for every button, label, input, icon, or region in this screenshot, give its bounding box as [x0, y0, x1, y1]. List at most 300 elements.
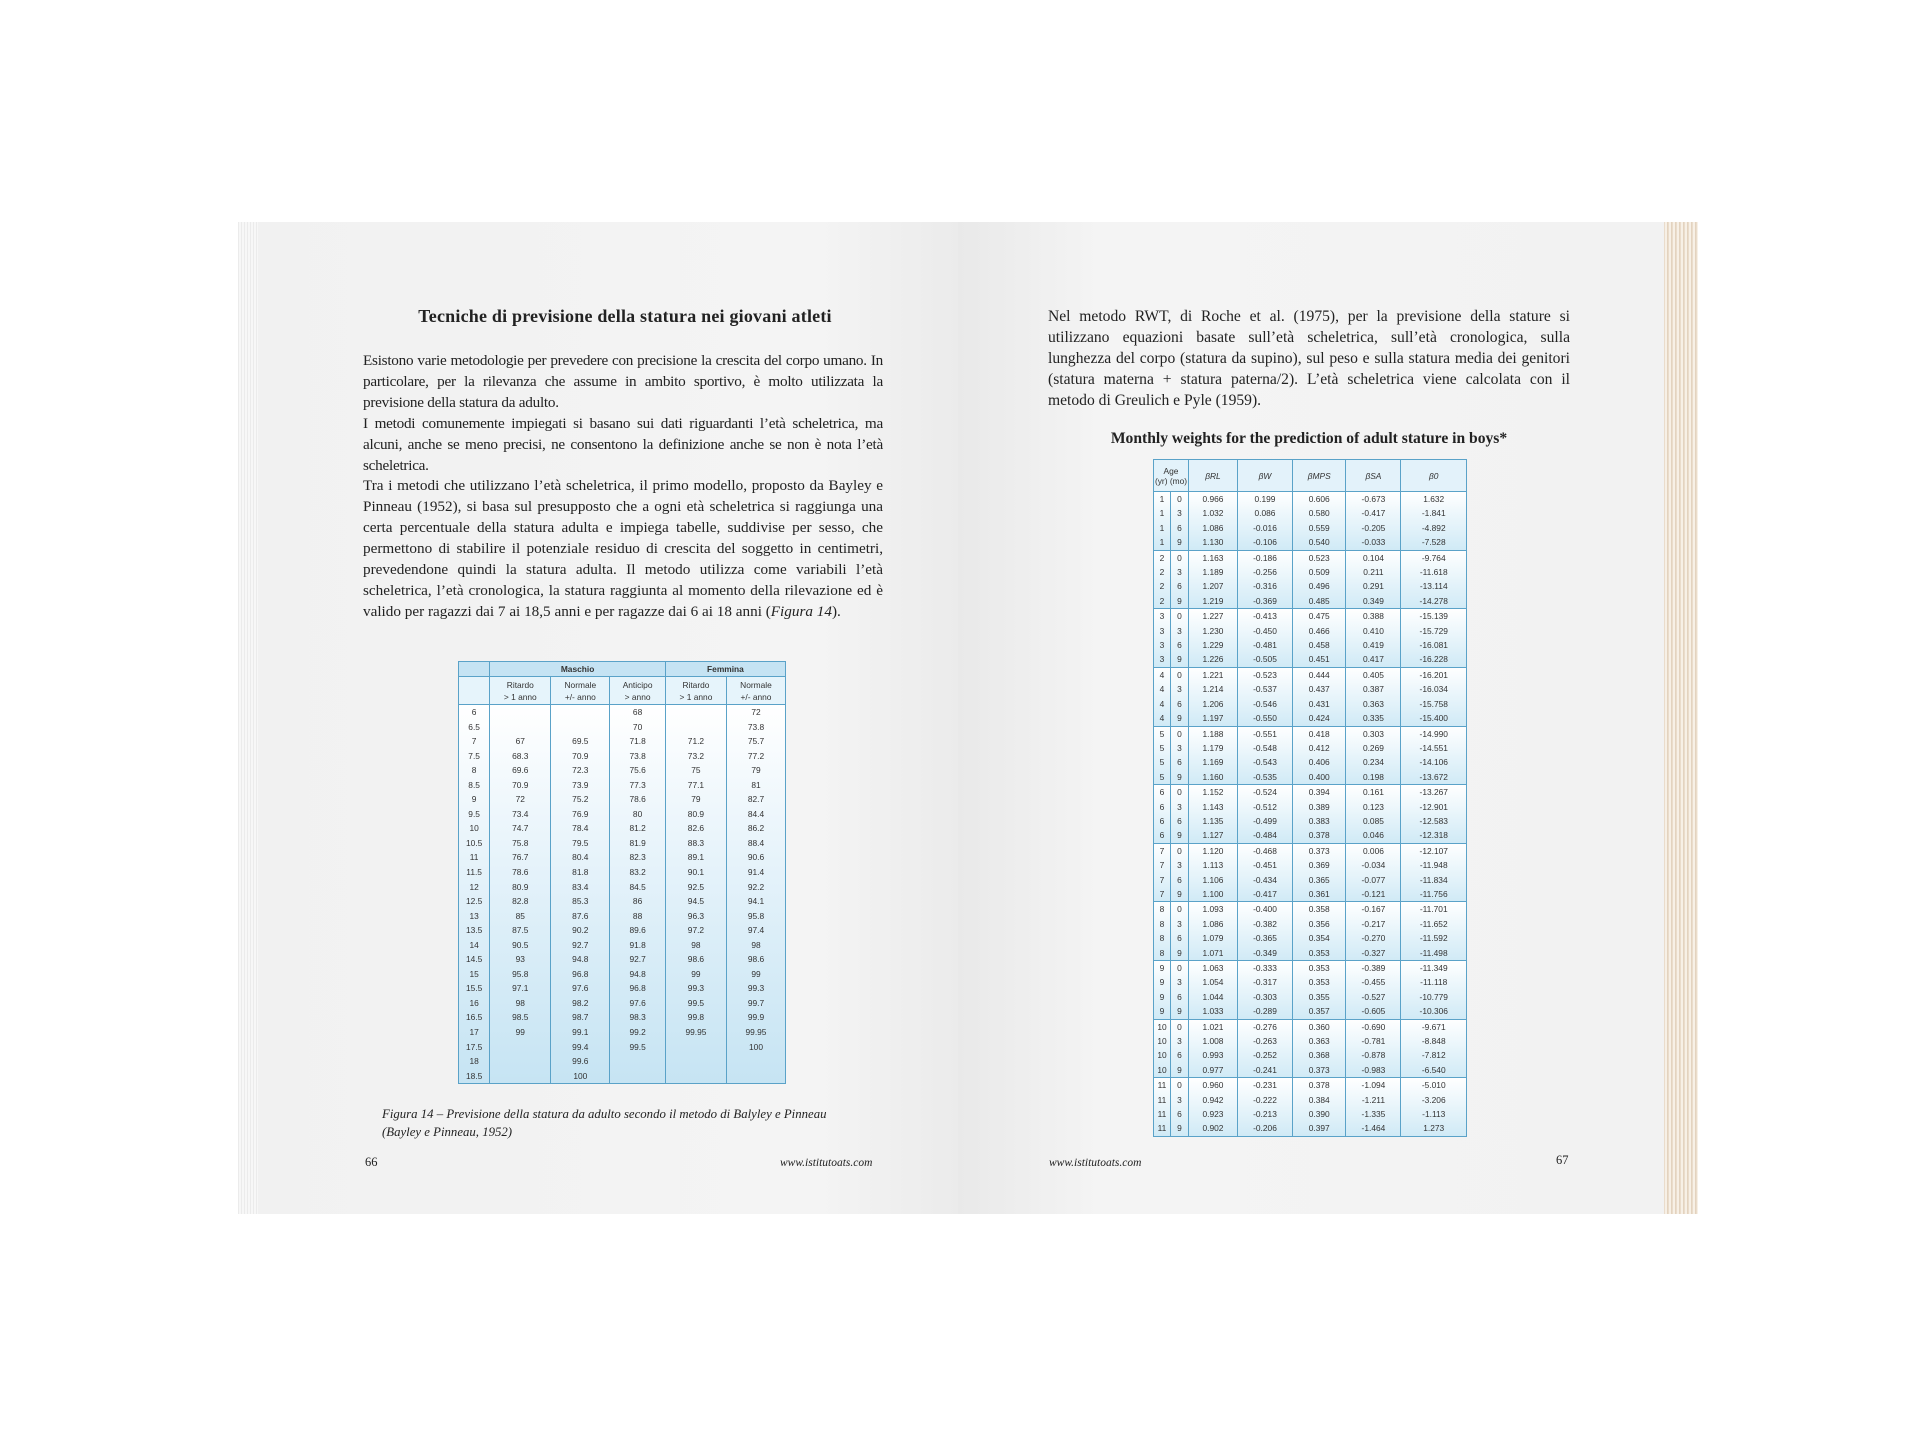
weight-cell: 0.496	[1293, 579, 1346, 593]
table-cell: 100	[551, 1069, 610, 1084]
table-cell: 98.6	[665, 952, 726, 967]
weight-cell: 0.378	[1293, 1078, 1346, 1093]
age-cell: 18.5	[459, 1069, 490, 1084]
weight-cell: -3.206	[1401, 1093, 1467, 1107]
weight-cell: -14.278	[1401, 594, 1467, 609]
year-cell: 2	[1154, 565, 1171, 579]
table-row	[1154, 565, 1467, 579]
paragraph	[363, 476, 883, 622]
table-cell: 99	[490, 1025, 551, 1040]
weight-cell: 0.406	[1293, 755, 1346, 769]
weight-cell: 1.032	[1189, 506, 1238, 520]
weight-cell: -11.618	[1401, 565, 1467, 579]
year-group	[1154, 843, 1467, 902]
table-row	[459, 952, 786, 967]
table-row	[1154, 594, 1467, 609]
weight-cell: -0.349	[1237, 946, 1292, 961]
table-row	[1154, 506, 1467, 520]
table-cell: 75.7	[726, 734, 785, 749]
weight-cell: 1.169	[1189, 755, 1238, 769]
weight-cell: 1.093	[1189, 902, 1238, 917]
table-subheader	[459, 677, 490, 705]
year-group	[1154, 667, 1467, 726]
weight-cell: 1.230	[1189, 624, 1238, 638]
year-group	[1154, 785, 1467, 844]
year-cell: 6	[1154, 800, 1171, 814]
month-cell: 0	[1171, 550, 1189, 565]
table-cell: 88.3	[665, 836, 726, 851]
table-cell: 98	[726, 938, 785, 953]
year-cell: 10	[1154, 1034, 1171, 1048]
weight-cell: -7.528	[1401, 535, 1467, 550]
table-cell	[551, 705, 610, 720]
table-cell: 81.8	[551, 865, 610, 880]
weight-cell: 1.214	[1189, 682, 1238, 696]
year-group	[1154, 902, 1467, 961]
table-cell: 72.3	[551, 763, 610, 778]
table-cell: 79	[665, 792, 726, 807]
table-cell: 84.5	[610, 880, 666, 895]
weight-cell: -14.551	[1401, 741, 1467, 755]
month-cell: 6	[1171, 638, 1189, 652]
table-cell: 70	[610, 720, 666, 735]
table-row	[1154, 579, 1467, 593]
year-cell: 11	[1154, 1121, 1171, 1136]
table-row	[1154, 873, 1467, 887]
table-cell: 98	[490, 996, 551, 1011]
table-row	[1154, 1121, 1467, 1136]
weight-cell: -10.306	[1401, 1004, 1467, 1019]
month-cell: 6	[1171, 1048, 1189, 1062]
table-cell: 81	[726, 778, 785, 793]
subheader-line: Ritardo	[682, 679, 710, 690]
weight-cell: -0.317	[1237, 975, 1292, 989]
weight-cell: 0.378	[1293, 828, 1346, 843]
weight-cell: -0.365	[1237, 931, 1292, 945]
month-cell: 0	[1171, 785, 1189, 800]
weight-cell: -13.267	[1401, 785, 1467, 800]
footer-url: www.istitutoats.com	[780, 1157, 873, 1169]
age-cell: 15	[459, 967, 490, 982]
weight-cell: -9.671	[1401, 1019, 1467, 1034]
age-cell: 8.5	[459, 778, 490, 793]
weight-cell: -0.389	[1346, 961, 1401, 976]
page-number: 66	[365, 1155, 378, 1169]
age-cell: 12	[459, 880, 490, 895]
weight-cell: -0.316	[1237, 579, 1292, 593]
subheader-line: Ritardo	[506, 679, 534, 690]
month-cell: 9	[1171, 652, 1189, 667]
year-cell: 3	[1154, 624, 1171, 638]
month-cell: 9	[1171, 946, 1189, 961]
table-cell: 70.9	[490, 778, 551, 793]
table-cell	[665, 1040, 726, 1055]
weight-cell: 0.198	[1346, 770, 1401, 785]
weight-cell: -0.548	[1237, 741, 1292, 755]
weight-cell: 1.207	[1189, 579, 1238, 593]
weight-cell: -0.213	[1237, 1107, 1292, 1121]
table-subheader	[726, 677, 785, 705]
table-cell: 80.9	[665, 807, 726, 822]
weight-cell: 1.079	[1189, 931, 1238, 945]
weight-cell: 1.100	[1189, 887, 1238, 902]
table-cell: 99.3	[665, 981, 726, 996]
weight-cell: 0.303	[1346, 726, 1401, 741]
weight-cell: 1.206	[1189, 697, 1238, 711]
weight-cell: 1.127	[1189, 828, 1238, 843]
year-group	[1154, 961, 1467, 1020]
table-cell: 80.9	[490, 880, 551, 895]
age-cell: 11.5	[459, 865, 490, 880]
weight-cell: -16.228	[1401, 652, 1467, 667]
weight-cell: -0.605	[1346, 1004, 1401, 1019]
table-row	[459, 981, 786, 996]
weight-cell: 0.475	[1293, 609, 1346, 624]
table-cell: 78.6	[610, 792, 666, 807]
table-cell: 78.4	[551, 821, 610, 836]
table-row	[1154, 550, 1467, 565]
weight-cell: 1.221	[1189, 667, 1238, 682]
table-cell: 71.8	[610, 734, 666, 749]
table-cell: 99.1	[551, 1025, 610, 1040]
table-row	[1154, 961, 1467, 976]
table-row	[459, 865, 786, 880]
age-header-line: (yr) (mo)	[1154, 475, 1188, 486]
weight-cell: -1.113	[1401, 1107, 1467, 1121]
table-cell: 99.9	[726, 1010, 785, 1025]
age-cell: 14	[459, 938, 490, 953]
table-cell	[726, 1054, 785, 1069]
table-cell: 76.9	[551, 807, 610, 822]
weight-cell: 0.353	[1293, 975, 1346, 989]
weight-cell: 0.104	[1346, 550, 1401, 565]
table-row	[1154, 917, 1467, 931]
weight-cell: 0.418	[1293, 726, 1346, 741]
weight-cell: -0.276	[1237, 1019, 1292, 1034]
year-cell: 11	[1154, 1107, 1171, 1121]
weight-cell: -11.118	[1401, 975, 1467, 989]
table-cell: 80	[610, 807, 666, 822]
year-cell: 8	[1154, 931, 1171, 945]
coefficient-header: βMPS	[1293, 460, 1346, 492]
weight-cell: 0.606	[1293, 492, 1346, 507]
table-cell: 77.1	[665, 778, 726, 793]
age-cell: 16.5	[459, 1010, 490, 1025]
weight-cell: 1.071	[1189, 946, 1238, 961]
weight-cell: 0.960	[1189, 1078, 1238, 1093]
weight-cell: 0.412	[1293, 741, 1346, 755]
weight-cell: -11.701	[1401, 902, 1467, 917]
weight-cell: 1.135	[1189, 814, 1238, 828]
weight-cell: -8.848	[1401, 1034, 1467, 1048]
weight-cell: -0.270	[1346, 931, 1401, 945]
table-row	[459, 923, 786, 938]
weight-cell: 0.123	[1346, 800, 1401, 814]
table-row	[1154, 1093, 1467, 1107]
table-cell: 75.6	[610, 763, 666, 778]
table-cell: 70.9	[551, 749, 610, 764]
coefficient-header: βW	[1237, 460, 1292, 492]
table-row	[459, 1054, 786, 1069]
table-row	[459, 967, 786, 982]
weight-cell: 0.363	[1293, 1034, 1346, 1048]
table-cell: 98.6	[726, 952, 785, 967]
table-cell: 97.2	[665, 923, 726, 938]
table-cell: 90.1	[665, 865, 726, 880]
month-cell: 0	[1171, 843, 1189, 858]
month-cell: 9	[1171, 535, 1189, 550]
year-cell: 5	[1154, 755, 1171, 769]
month-cell: 3	[1171, 624, 1189, 638]
table-title: Monthly weights for the prediction of adult stature in boys*	[1110, 430, 1508, 447]
age-cell: 13.5	[459, 923, 490, 938]
caption-line: Figura 14 – Previsione della statura da adulto secondo il metodo di Balyley e Pinneau	[382, 1107, 827, 1121]
table-row	[459, 938, 786, 953]
weight-cell: 1.229	[1189, 638, 1238, 652]
weight-cell: 0.085	[1346, 814, 1401, 828]
weight-cell: -16.034	[1401, 682, 1467, 696]
page-edge-left	[238, 222, 260, 1214]
weight-cell: -0.077	[1346, 873, 1401, 887]
year-cell: 4	[1154, 697, 1171, 711]
weight-cell: 0.405	[1346, 667, 1401, 682]
weight-cell: 1.152	[1189, 785, 1238, 800]
subheader-line: +/- anno	[564, 691, 596, 702]
weight-cell: -0.369	[1237, 594, 1292, 609]
table-cell: 97.1	[490, 981, 551, 996]
weight-cell: -1.464	[1346, 1121, 1401, 1136]
table-row	[1154, 946, 1467, 961]
subheader-line: > anno	[624, 691, 651, 702]
year-cell: 10	[1154, 1048, 1171, 1062]
weight-cell: 0.357	[1293, 1004, 1346, 1019]
year-cell: 7	[1154, 843, 1171, 858]
weight-cell: 0.373	[1293, 1063, 1346, 1078]
table-cell: 77.3	[610, 778, 666, 793]
weight-cell: 0.365	[1293, 873, 1346, 887]
table-cell	[551, 720, 610, 735]
table-cell: 85.3	[551, 894, 610, 909]
weight-cell: -1.335	[1346, 1107, 1401, 1121]
weight-cell: -0.121	[1346, 887, 1401, 902]
paragraph: Esistono varie metodologie per prevedere con precisione la crescita del corpo umano. In particolare, per la rilevanza che assume in ambito sportivo, è molto utilizzata la previsione della statura da adulto.	[363, 352, 883, 411]
weight-cell: 0.523	[1293, 550, 1346, 565]
weight-cell: -13.114	[1401, 579, 1467, 593]
table-row	[1154, 770, 1467, 785]
year-cell: 7	[1154, 873, 1171, 887]
table-cell: 99.8	[665, 1010, 726, 1025]
table-header-blank	[459, 662, 490, 677]
weight-cell: -14.990	[1401, 726, 1467, 741]
weight-cell: -0.434	[1237, 873, 1292, 887]
month-cell: 3	[1171, 565, 1189, 579]
table-cell: 76.7	[490, 850, 551, 865]
weight-cell: 0.086	[1237, 506, 1292, 520]
weight-cell: -11.652	[1401, 917, 1467, 931]
table-subheader	[490, 677, 551, 705]
table-row	[1154, 624, 1467, 638]
weight-cell: 0.559	[1293, 521, 1346, 535]
year-cell: 1	[1154, 521, 1171, 535]
table-cell	[490, 1054, 551, 1069]
month-cell: 9	[1171, 1063, 1189, 1078]
table-row	[1154, 990, 1467, 1004]
table-row	[1154, 931, 1467, 945]
year-cell: 6	[1154, 814, 1171, 828]
table-cell	[610, 1069, 666, 1084]
month-cell: 9	[1171, 711, 1189, 726]
weight-cell: -12.318	[1401, 828, 1467, 843]
weight-cell: 0.437	[1293, 682, 1346, 696]
month-cell: 6	[1171, 579, 1189, 593]
year-cell: 1	[1154, 506, 1171, 520]
table-row	[1154, 843, 1467, 858]
weight-cell: 0.444	[1293, 667, 1346, 682]
weight-cell: -0.417	[1237, 887, 1292, 902]
year-group	[1154, 726, 1467, 785]
month-cell: 9	[1171, 828, 1189, 843]
table-cell: 68.3	[490, 749, 551, 764]
figure-reference: Figura 14	[770, 602, 832, 620]
year-cell: 10	[1154, 1063, 1171, 1078]
table-cell: 98.3	[610, 1010, 666, 1025]
weight-cell: -0.241	[1237, 1063, 1292, 1078]
weight-cell: 1.188	[1189, 726, 1238, 741]
weight-cell: 0.390	[1293, 1107, 1346, 1121]
age-cell: 9	[459, 792, 490, 807]
weight-cell: -0.481	[1237, 638, 1292, 652]
weight-cell: 0.400	[1293, 770, 1346, 785]
month-cell: 3	[1171, 1034, 1189, 1048]
year-cell: 11	[1154, 1093, 1171, 1107]
weight-cell: 1.054	[1189, 975, 1238, 989]
weight-cell: -7.812	[1401, 1048, 1467, 1062]
weight-cell: -15.758	[1401, 697, 1467, 711]
weight-cell: 1.120	[1189, 843, 1238, 858]
weight-cell: 0.580	[1293, 506, 1346, 520]
table-cell: 75.8	[490, 836, 551, 851]
table-cell	[490, 720, 551, 735]
weight-cell: 0.394	[1293, 785, 1346, 800]
subheader-line: > 1 anno	[679, 691, 713, 702]
month-cell: 6	[1171, 990, 1189, 1004]
weight-cell: 0.006	[1346, 843, 1401, 858]
table-cell: 99.95	[665, 1025, 726, 1040]
table-cell: 77.2	[726, 749, 785, 764]
weight-cell: -0.205	[1346, 521, 1401, 535]
left-body-text	[363, 351, 883, 623]
table-cell: 92.7	[610, 952, 666, 967]
month-cell: 9	[1171, 1004, 1189, 1019]
weight-cell: -13.672	[1401, 770, 1467, 785]
table-cell	[490, 1069, 551, 1084]
table-cell: 99	[726, 967, 785, 982]
table-cell: 100	[726, 1040, 785, 1055]
table-group-header: Femmina	[665, 662, 785, 677]
table-subheader	[610, 677, 666, 705]
weight-cell: 1.106	[1189, 873, 1238, 887]
year-cell: 8	[1154, 902, 1171, 917]
weight-cell: 0.424	[1293, 711, 1346, 726]
weight-cell: -0.450	[1237, 624, 1292, 638]
age-cell: 15.5	[459, 981, 490, 996]
table-cell: 98.5	[490, 1010, 551, 1025]
table-cell: 99.4	[551, 1040, 610, 1055]
table-row	[459, 909, 786, 924]
year-cell: 5	[1154, 741, 1171, 755]
table-cell: 73.8	[610, 749, 666, 764]
weight-cell: -0.417	[1346, 506, 1401, 520]
weight-cell: 0.410	[1346, 624, 1401, 638]
table-cell: 90.6	[726, 850, 785, 865]
table-row	[459, 821, 786, 836]
weight-cell: -0.252	[1237, 1048, 1292, 1062]
table-cell: 82.8	[490, 894, 551, 909]
table-cell: 73.4	[490, 807, 551, 822]
weight-cell: -11.834	[1401, 873, 1467, 887]
month-cell: 9	[1171, 594, 1189, 609]
weight-cell: 1.189	[1189, 565, 1238, 579]
weight-cell: -15.729	[1401, 624, 1467, 638]
table-row	[1154, 711, 1467, 726]
weight-cell: 0.211	[1346, 565, 1401, 579]
weight-cell: -0.106	[1237, 535, 1292, 550]
table-row	[459, 778, 786, 793]
table-cell: 72	[726, 705, 785, 720]
age-cell: 6.5	[459, 720, 490, 735]
table-cell	[490, 705, 551, 720]
weight-cell: -10.779	[1401, 990, 1467, 1004]
weight-cell: -0.333	[1237, 961, 1292, 976]
table-row	[459, 807, 786, 822]
table-cell: 73.8	[726, 720, 785, 735]
table-cell: 72	[490, 792, 551, 807]
table-cell: 99.6	[551, 1054, 610, 1069]
table-cell	[726, 1069, 785, 1084]
weight-cell: -1.211	[1346, 1093, 1401, 1107]
age-header	[1154, 460, 1189, 492]
year-cell: 4	[1154, 667, 1171, 682]
weight-cell: -0.303	[1237, 990, 1292, 1004]
table-cell: 95.8	[726, 909, 785, 924]
table-cell: 99.3	[726, 981, 785, 996]
table-cell: 75	[665, 763, 726, 778]
weight-cell: -1.094	[1346, 1078, 1401, 1093]
month-cell: 9	[1171, 887, 1189, 902]
table-cell: 71.2	[665, 734, 726, 749]
table-row	[459, 1069, 786, 1084]
table-cell: 97.6	[551, 981, 610, 996]
footer-url: www.istitutoats.com	[1049, 1157, 1142, 1169]
weight-cell: -0.222	[1237, 1093, 1292, 1107]
month-cell: 3	[1171, 917, 1189, 931]
month-cell: 3	[1171, 1093, 1189, 1107]
paragraph-text: Tra i metodi che utilizzano l’età scheletrica, il primo modello, proposto da Bayley e Pinneau (1952), si basa sul presupposto che a ogni età scheletrica si raggiunga una certa percentuale della statura adulta e impiega tabelle, suddivise per sesso, che permettono di stabilire il potenziale residuo di crescita del soggetto in centimetri, prevedendone quindi la statura adulta. Il metodo utilizza come variabili l’età scheletrica, l’età cronologica, la statura raggiunta al momento della rilevazione ed è valido per ragazzi dai 7 ai 18,5 anni e per ragazze dai 6 ai 18 anni (	[363, 477, 883, 620]
weight-cell: -11.948	[1401, 858, 1467, 872]
month-cell: 3	[1171, 682, 1189, 696]
table-row	[1154, 902, 1467, 917]
weight-cell: -0.535	[1237, 770, 1292, 785]
weight-cell: 1.160	[1189, 770, 1238, 785]
month-cell: 6	[1171, 931, 1189, 945]
year-cell: 5	[1154, 770, 1171, 785]
age-cell: 8	[459, 763, 490, 778]
weight-cell: -0.546	[1237, 697, 1292, 711]
weight-cell: 0.353	[1293, 946, 1346, 961]
year-group	[1154, 492, 1467, 551]
table-cell: 98	[665, 938, 726, 953]
month-cell: 0	[1171, 961, 1189, 976]
